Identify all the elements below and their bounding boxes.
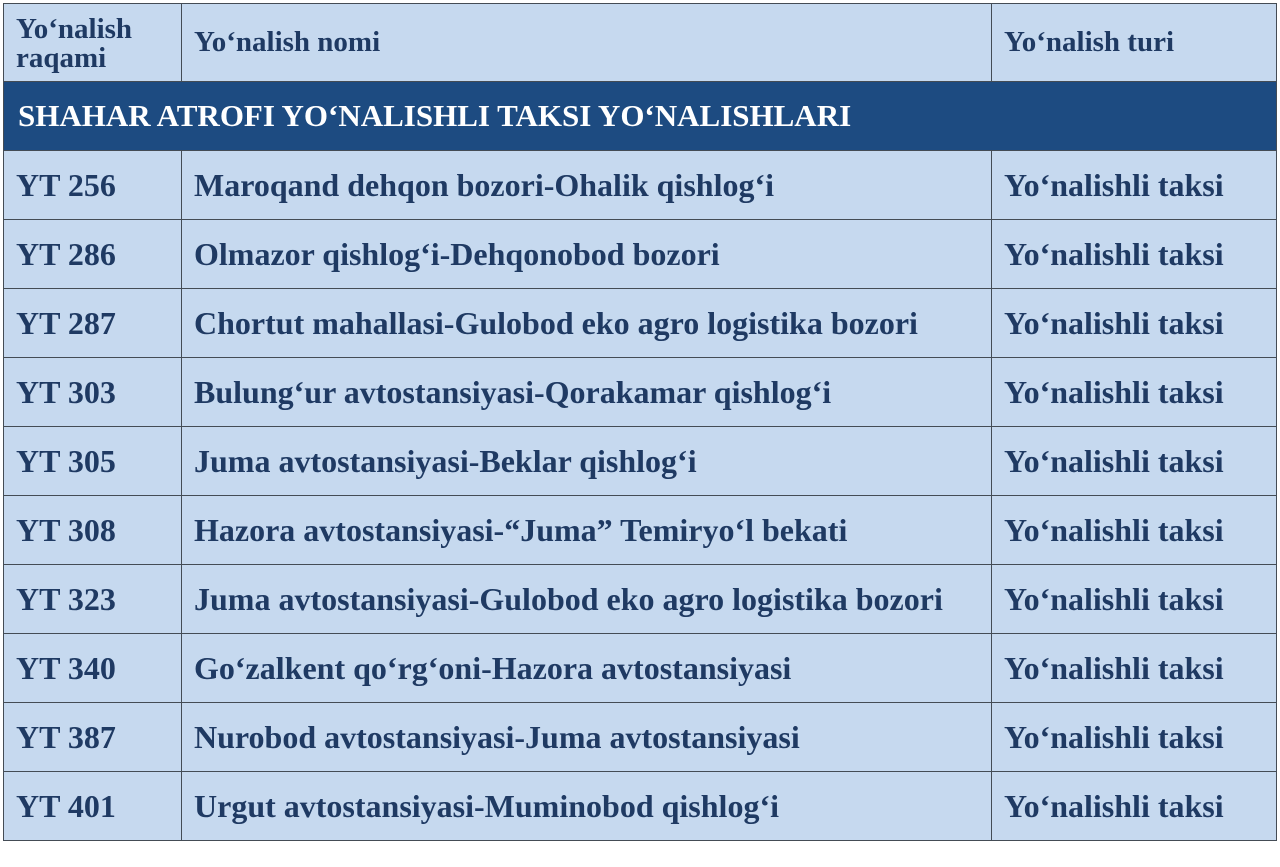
route-name-cell: Go‘zalkent qo‘rg‘oni-Hazora avtostansiyasi bbox=[182, 634, 992, 703]
section-header-row bbox=[4, 82, 1277, 151]
table-row bbox=[4, 220, 1277, 289]
table-row bbox=[4, 358, 1277, 427]
route-number-cell: YT 305 bbox=[4, 427, 182, 496]
table-row bbox=[4, 427, 1277, 496]
route-type-cell: Yo‘nalishli taksi bbox=[992, 634, 1277, 703]
routes-table-container bbox=[3, 3, 1276, 867]
route-number-cell: YT 340 bbox=[4, 634, 182, 703]
table-row bbox=[4, 496, 1277, 565]
route-type-cell: Yo‘nalishli taksi bbox=[992, 703, 1277, 772]
section-title: SHAHAR ATROFI YO‘NALISHLI TAKSI YO‘NALISHLARI bbox=[4, 82, 1277, 151]
route-type-cell: Yo‘nalishli taksi bbox=[992, 772, 1277, 841]
table-row bbox=[4, 703, 1277, 772]
route-number-cell: YT 387 bbox=[4, 703, 182, 772]
route-number-cell: YT 323 bbox=[4, 565, 182, 634]
table-row bbox=[4, 151, 1277, 220]
route-name-cell: Chortut mahallasi-Gulobod eko agro logistika bozori bbox=[182, 289, 992, 358]
route-type-cell: Yo‘nalishli taksi bbox=[992, 565, 1277, 634]
route-name-cell: Juma avtostansiyasi-Beklar qishlog‘i bbox=[182, 427, 992, 496]
route-number-cell: YT 401 bbox=[4, 772, 182, 841]
table-row bbox=[4, 634, 1277, 703]
route-name-cell: Bulung‘ur avtostansiyasi-Qorakamar qishlog‘i bbox=[182, 358, 992, 427]
table-row bbox=[4, 565, 1277, 634]
routes-table bbox=[3, 3, 1277, 841]
route-name-cell: Maroqand dehqon bozori-Ohalik qishlog‘i bbox=[182, 151, 992, 220]
route-number-cell: YT 286 bbox=[4, 220, 182, 289]
header-route-type: Yo‘nalish turi bbox=[992, 4, 1277, 82]
route-type-cell: Yo‘nalishli taksi bbox=[992, 358, 1277, 427]
route-name-cell: Olmazor qishlog‘i-Dehqonobod bozori bbox=[182, 220, 992, 289]
route-number-cell: YT 303 bbox=[4, 358, 182, 427]
route-name-cell: Nurobod avtostansiyasi-Juma avtostansiyasi bbox=[182, 703, 992, 772]
table-row bbox=[4, 772, 1277, 841]
route-name-cell: Juma avtostansiyasi-Gulobod eko agro logistika bozori bbox=[182, 565, 992, 634]
route-type-cell: Yo‘nalishli taksi bbox=[992, 289, 1277, 358]
route-type-cell: Yo‘nalishli taksi bbox=[992, 496, 1277, 565]
route-type-cell: Yo‘nalishli taksi bbox=[992, 427, 1277, 496]
route-number-cell: YT 287 bbox=[4, 289, 182, 358]
header-route-number: Yo‘nalish raqami bbox=[4, 4, 182, 82]
route-number-cell: YT 308 bbox=[4, 496, 182, 565]
route-name-cell: Hazora avtostansiyasi-“Juma” Temiryo‘l bekati bbox=[182, 496, 992, 565]
table-row bbox=[4, 289, 1277, 358]
route-number-cell: YT 256 bbox=[4, 151, 182, 220]
route-type-cell: Yo‘nalishli taksi bbox=[992, 151, 1277, 220]
header-route-name: Yo‘nalish nomi bbox=[182, 4, 992, 82]
route-type-cell: Yo‘nalishli taksi bbox=[992, 220, 1277, 289]
route-name-cell: Urgut avtostansiyasi-Muminobod qishlog‘i bbox=[182, 772, 992, 841]
table-header-row bbox=[4, 4, 1277, 82]
